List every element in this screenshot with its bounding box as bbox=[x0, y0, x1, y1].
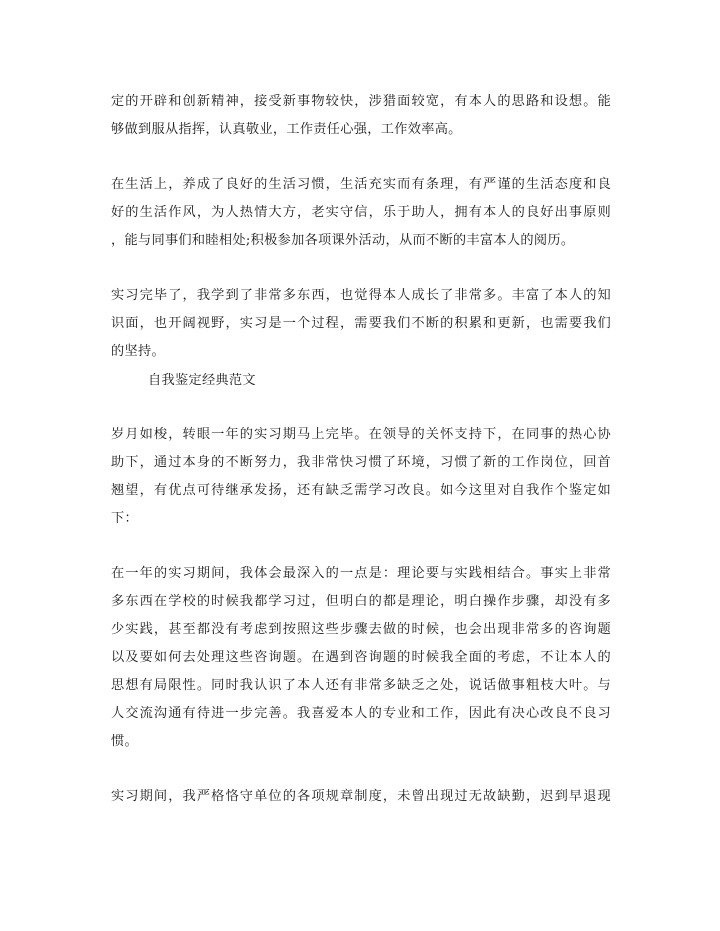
paragraph-5-line-2: 多东西在学校的时候我都学习过，但明白的都是理论，明白操作步骤，却没有多 bbox=[111, 594, 611, 609]
paragraph-5-line-7: 惯。 bbox=[111, 734, 138, 749]
paragraph-4-line-4: 下： bbox=[111, 511, 138, 526]
paragraph-5-line-5: 思想有局限性。同时我认识了本人还有非常多缺乏之处，说话做事粗枝大叶。与 bbox=[111, 678, 611, 693]
paragraph-2-line-3: ，能与同事们和睦相处;积极参加各项课外活动，从而不断的丰富本人的阅历。 bbox=[111, 233, 575, 248]
paragraph-5-line-3: 少实践，甚至都没有考虑到按照这些步骤去做的时候，也会出现非常多的咨询题 bbox=[111, 622, 611, 637]
paragraph-2-line-1: 在生活上，养成了良好的生活习惯，生活充实而有条理，有严谨的生活态度和良 bbox=[111, 177, 611, 192]
paragraph-3-line-1: 实习完毕了，我学到了非常多东西，也觉得本人成长了非常多。丰富了本人的知 bbox=[111, 288, 611, 303]
paragraph-1-line-2: 够做到服从指挥，认真敬业，工作责任心强，工作效率高。 bbox=[111, 122, 462, 137]
paragraph-4-line-1: 岁月如梭，转眼一年的实习期马上完毕。在领导的关怀支持下，在同事的热心协 bbox=[111, 427, 611, 442]
paragraph-3-line-3: 的坚持。 bbox=[111, 344, 165, 359]
paragraph-1-line-1: 定的开辟和创新精神，接受新事物较快，涉猎面较宽，有本人的思路和设想。能 bbox=[111, 94, 611, 109]
paragraph-6-line-1: 实习期间，我严格恪守单位的各项规章制度，未曾出现过无故缺勤，迟到早退现 bbox=[111, 789, 611, 804]
paragraph-4-line-3: 翘望，有优点可待继承发扬，还有缺乏需学习改良。如今这里对自我作个鉴定如 bbox=[111, 483, 611, 498]
paragraph-5-line-1: 在一年的实习期间，我体会最深入的一点是：理论要与实践相结合。事实上非常 bbox=[111, 566, 611, 581]
paragraph-3-line-2: 识面，也开阔视野，实习是一个过程，需要我们不断的积累和更新，也需要我们 bbox=[111, 316, 611, 331]
section-heading: 自我鉴定经典范文 bbox=[148, 373, 256, 388]
paragraph-5-line-6: 人交流沟通有待进一步完善。我喜爱本人的专业和工作，因此有决心改良不良习 bbox=[111, 706, 611, 721]
paragraph-2-line-2: 好的生活作风，为人热情大方，老实守信，乐于助人，拥有本人的良好出事原则 bbox=[111, 205, 611, 220]
paragraph-5-line-4: 以及要如何去处理这些咨询题。在遇到咨询题的时候我全面的考虑，不让本人的 bbox=[111, 650, 611, 665]
paragraph-4-line-2: 助下，通过本身的不断努力，我非常快习惯了环境，习惯了新的工作岗位，回首 bbox=[111, 455, 611, 470]
